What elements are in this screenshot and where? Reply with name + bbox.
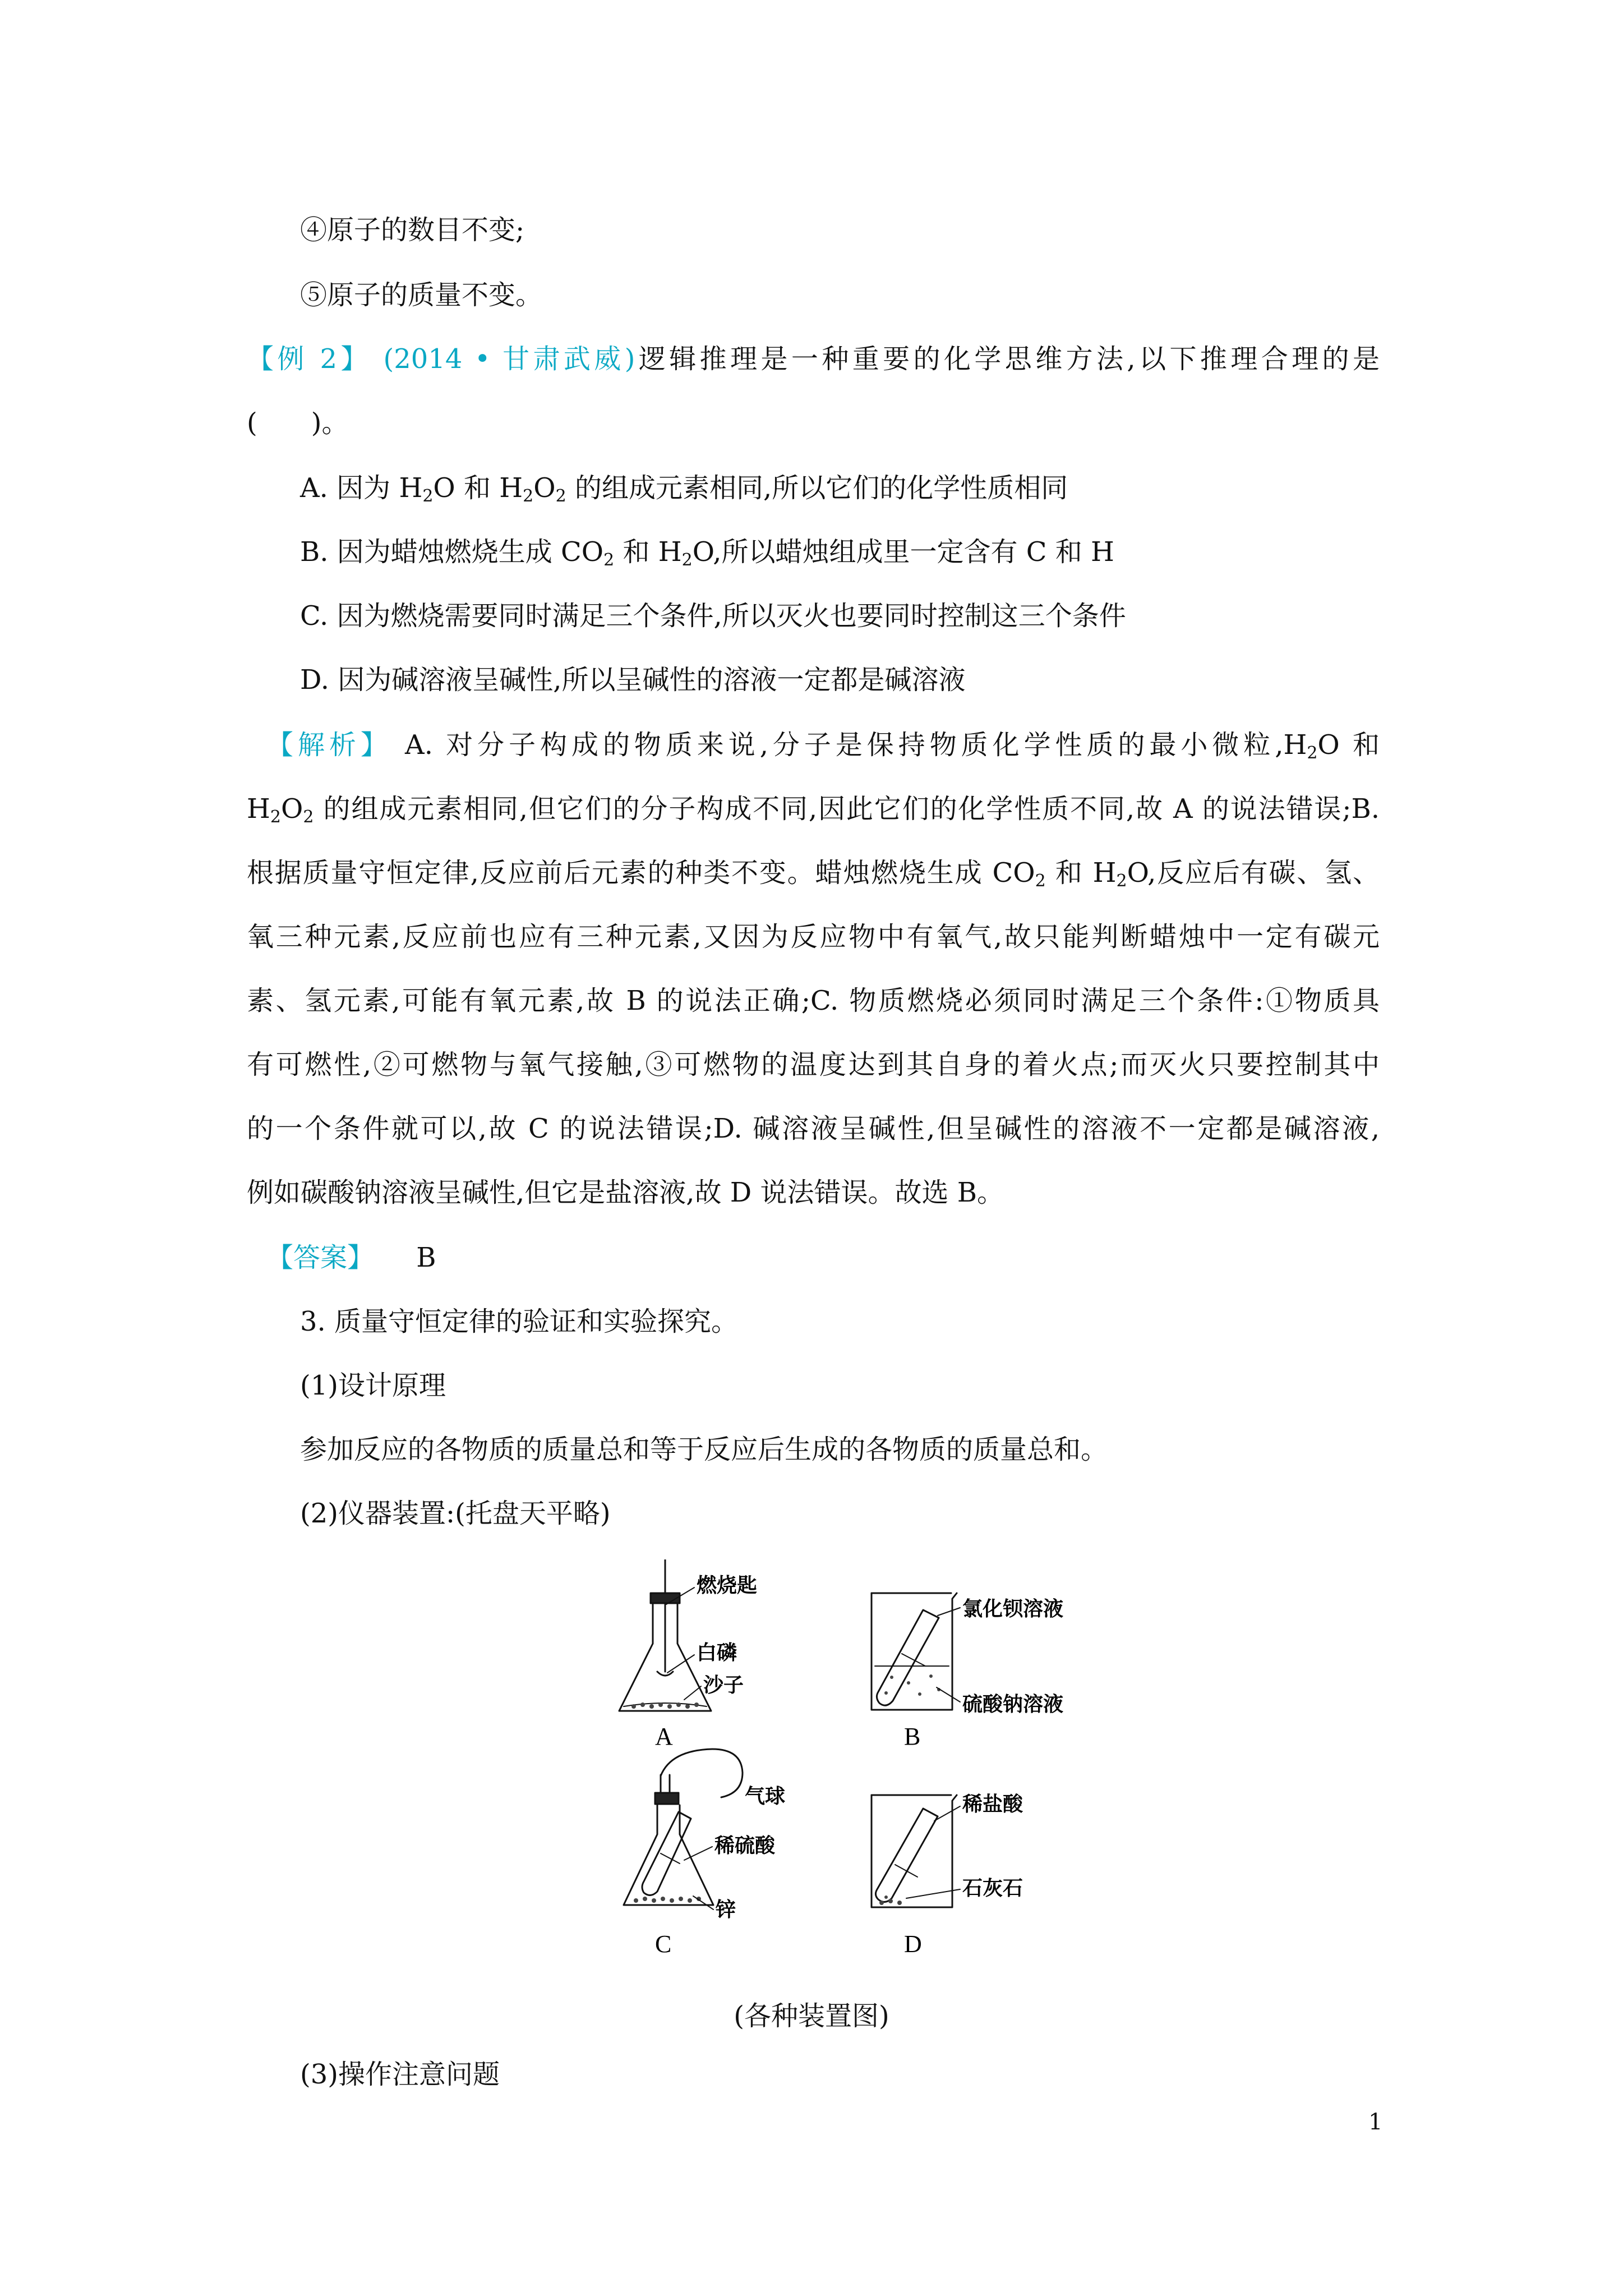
example-source: (2014 • 甘肃武威) bbox=[383, 343, 635, 375]
label-dilute-hydrochloric-acid: 稀盐酸 bbox=[962, 1793, 1023, 1816]
analysis-line-2: $H_2O_2$ 的组成元素相同,但它们的分子构成不同,因此它们的化学性质不同,故 A 的说法错误;B. bbox=[247, 793, 1380, 827]
figure-caption: (各种装置图) bbox=[734, 2000, 889, 2032]
answer-value: B bbox=[416, 1242, 436, 1273]
design-principle-heading: (1)设计原理 bbox=[300, 1370, 446, 1401]
label-zinc: 锌 bbox=[716, 1898, 736, 1921]
option-d: D. 因为碱溶液呈碱性,所以呈碱性的溶液一定都是碱溶液 bbox=[300, 664, 966, 696]
option-b: B. 因为蜡烛燃烧生成 $CO_2$ 和 $H_2O$,所以蜡烛组成里一定含有 C 和 H bbox=[300, 536, 1114, 570]
analysis-line-7: 的一个条件就可以,故 C 的说法错误;D. 碱溶液呈碱性,但呈碱性的溶液不一定都是碱溶液, bbox=[247, 1113, 1380, 1144]
analysis-line-1: 【解析】 A. 对分子构成的物质来说,分子是保持物质化学性质的最小微粒$,H_2O$ 和 bbox=[266, 729, 1380, 763]
option-a: A. 因为 $H_2O$ 和 $H_2O_2$ 的组成元素相同,所以它们的化学性质相同 bbox=[300, 472, 1068, 506]
example-tag: 【例 2】 bbox=[247, 343, 371, 375]
analysis-line-5: 素、氢元素,可能有氧元素,故 B 的说法正确;C. 物质燃烧必须同时满足三个条件:①物质具 bbox=[247, 985, 1380, 1016]
design-principle-text: 参加反应的各物质的质量总和等于反应后生成的各物质的质量总和。 bbox=[300, 1434, 1108, 1465]
apparatus-c-flask bbox=[624, 1749, 743, 1910]
apparatus-b-beaker bbox=[872, 1593, 960, 1710]
label-burning-spoon: 燃烧匙 bbox=[697, 1574, 758, 1597]
label-d: D bbox=[904, 1930, 922, 1958]
section-title: 3. 质量守恒定律的验证和实验探究。 bbox=[300, 1306, 739, 1337]
label-sand: 沙子 bbox=[703, 1674, 744, 1697]
label-limestone: 石灰石 bbox=[962, 1877, 1023, 1900]
label-c: C bbox=[655, 1930, 672, 1958]
example-question bbox=[247, 343, 1380, 375]
label-b: B bbox=[904, 1723, 921, 1750]
apparatus-figure bbox=[594, 1559, 1099, 1963]
option-c: C. 因为燃烧需要同时满足三个条件,所以灭火也要同时控制这三个条件 bbox=[300, 600, 1126, 632]
list-item-5: ⑤原子的质量不变。 bbox=[300, 279, 543, 311]
label-barium-chloride: 氯化钡溶液 bbox=[962, 1598, 1064, 1621]
analysis-line-8: 例如碳酸钠溶液呈碱性,但它是盐溶液,故 D 说法错误。故选 B。 bbox=[247, 1177, 1004, 1208]
analysis-line-3: 根据质量守恒定律,反应前后元素的种类不变。蜡烛燃烧生成 $CO_2$ 和 $H_2O$,反应后有碳、氢、 bbox=[247, 857, 1380, 891]
apparatus-heading: (2)仪器装置:(托盘天平略) bbox=[300, 1498, 611, 1529]
list-item-4: ④原子的数目不变; bbox=[300, 214, 525, 246]
page-number: 1 bbox=[1368, 2109, 1383, 2135]
example-question-text: 逻辑推理是一种重要的化学思维方法,以下推理合理的是 bbox=[635, 343, 1380, 375]
label-a: A bbox=[655, 1723, 673, 1750]
label-dilute-sulfuric-acid: 稀硫酸 bbox=[714, 1834, 776, 1857]
answer-tag: 【答案】 bbox=[266, 1242, 375, 1273]
label-sodium-sulfate: 硫酸钠溶液 bbox=[962, 1693, 1064, 1716]
analysis-line-4: 氧三种元素,反应前也应有三种元素,又因为反应物中有氧气,故只能判断蜡烛中一定有碳元 bbox=[247, 921, 1380, 953]
label-white-phosphorus: 白磷 bbox=[697, 1641, 737, 1664]
answer bbox=[266, 1242, 436, 1273]
example-question-blank: ( )。 bbox=[247, 407, 349, 439]
label-balloon: 气球 bbox=[745, 1785, 786, 1808]
analysis-tag: 【解析】 bbox=[266, 729, 392, 761]
apparatus-d-beaker bbox=[872, 1795, 960, 1907]
operation-heading: (3)操作注意问题 bbox=[300, 2059, 500, 2090]
analysis-line-6: 有可燃性,②可燃物与氧气接触,③可燃物的温度达到其自身的着火点;而灭火只要控制其中 bbox=[247, 1049, 1380, 1080]
